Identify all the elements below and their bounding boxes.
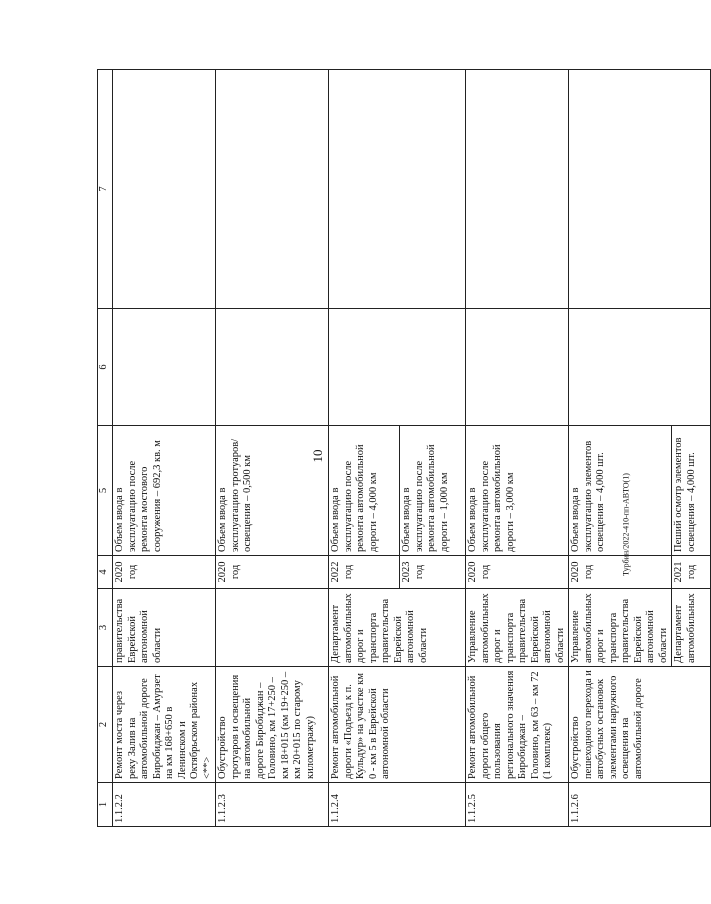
header-row [98, 70, 113, 827]
table-row [113, 70, 216, 827]
table-row [466, 70, 569, 827]
result-cell: Объем ввода в эксплуатацию после ремонта мостового сооружения – 692,3 кв. м [113, 426, 216, 556]
empty-cell [569, 70, 711, 309]
row-number: 1.1.2.3 [216, 783, 329, 827]
activity-name: Ремонт автомобильной дороги общего пользования регионального значения Биробиджан – Головино, км 63 – км 72 (1 комплекс) [466, 667, 569, 783]
executor-cell [216, 589, 329, 667]
row-number: 1.1.2.2 [113, 783, 216, 827]
table-row [216, 70, 329, 827]
year-cell: 2022 год [329, 556, 400, 589]
document-id: Турбин/2022-410-пп-АВТО(1) [621, 473, 631, 576]
empty-cell [569, 309, 711, 426]
empty-cell [216, 309, 329, 426]
year-cell: 2020 год [466, 556, 569, 589]
executor-cell: Управление автомобильных дорог и транспорта правительства Еврейской автономной области [569, 589, 672, 667]
year-cell: 2020 год [216, 556, 329, 589]
year-cell: 2020 год [569, 556, 672, 589]
result-cell: Объем ввода в эксплуатацию тротуаров/освещения – 0,500 км [216, 426, 329, 556]
activity-name: Обустройство пешеходного перехода и автобусных остановок элементами наружного освещения на автомобильной дороге [569, 667, 711, 783]
activity-name: Обустройство тротуаров и освещения на автомобильной дороге Биробиджан – Головино, км 17+250 – км 18+015 (км 19+250 – км 20+015 по старому километражу) [216, 667, 329, 783]
row-number: 1.1.2.6 [569, 783, 711, 827]
empty-cell [216, 70, 329, 309]
activity-name: Ремонт автомобильной дороги «Подъезд к п. Кульдур» на участке км 0 - км 5 в Еврейской автономной области [329, 667, 466, 783]
result-cell: Объем ввода в эксплуатацию после ремонта автомобильной дороги – 4,000 км [329, 426, 400, 556]
empty-cell [329, 70, 466, 309]
row-number: 1.1.2.4 [329, 783, 466, 827]
column-header: 6 [98, 309, 113, 426]
empty-cell [466, 70, 569, 309]
row-number: 1.1.2.5 [466, 783, 569, 827]
result-cell: Объем ввода в эксплуатацию после ремонта автомобильной дороги – 3,000 км [466, 426, 569, 556]
empty-cell [113, 70, 216, 309]
page-number: 10 [310, 449, 325, 463]
result-cell: Пеший осмотр элементов освещения – 4,000 шт. [672, 426, 711, 556]
table-row [329, 70, 400, 827]
activity-name: Ремонт моста через реку Залив на автомобильной дороге Биробиджан – Амурзет на км 168+650 в Ленинском и Октябрьском районах <**> [113, 667, 216, 783]
executor-cell: Управление автомобильных дорог и транспорта правительства Еврейской автономной области [466, 589, 569, 667]
column-header: 7 [98, 70, 113, 309]
column-header: 2 [98, 667, 113, 783]
empty-cell [466, 309, 569, 426]
executor-cell: Департамент автомобильных [672, 589, 711, 667]
empty-cell [113, 309, 216, 426]
column-header: 5 [98, 426, 113, 556]
empty-cell [329, 309, 466, 426]
result-cell: Объем ввода в эксплуатацию элементов освещения – 4,000 шт. [569, 426, 672, 556]
column-header: 4 [98, 556, 113, 589]
table-row [569, 70, 672, 827]
result-cell: Объем ввода в эксплуатацию после ремонта автомобильной дороги – 1,000 км [400, 426, 466, 556]
program-activities-table [97, 69, 711, 827]
column-header: 3 [98, 589, 113, 667]
year-cell: 2020 год [113, 556, 216, 589]
year-cell: 2023 год [400, 556, 466, 589]
column-header: 1 [98, 783, 113, 827]
executor-cell: правительства Еврейской автономной области [113, 589, 216, 667]
year-cell: 2021 год [672, 556, 711, 589]
executor-cell: Департамент автомобильных дорог и транспорта правительства Еврейской автономной области [329, 589, 466, 667]
